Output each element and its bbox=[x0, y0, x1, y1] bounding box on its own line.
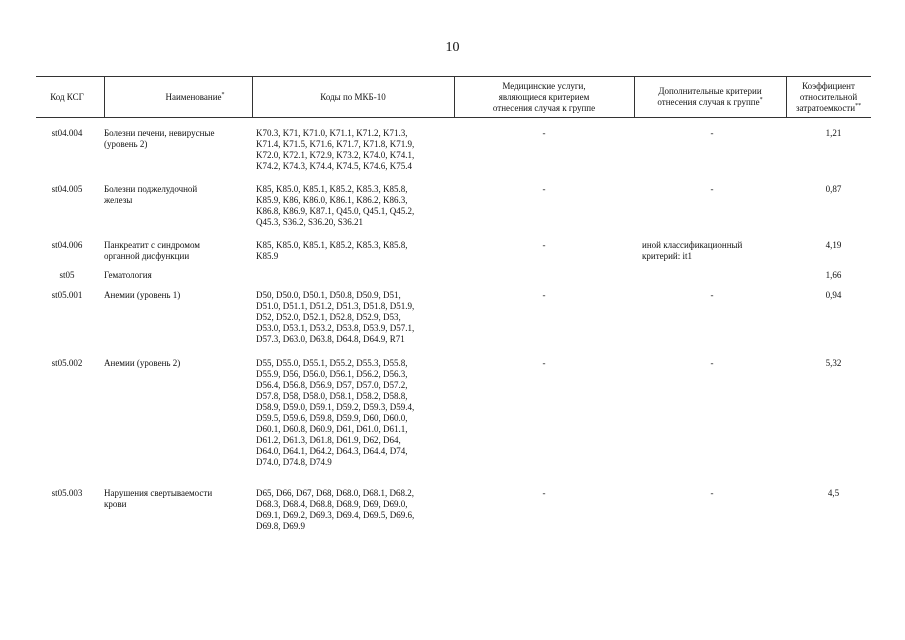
row-name: Гематология bbox=[104, 270, 152, 280]
row-coefficient: 0,87 bbox=[825, 184, 842, 194]
row-coefficient: 4,5 bbox=[827, 488, 840, 498]
row-code: st05.003 bbox=[51, 488, 83, 498]
row-coefficient: 1,21 bbox=[825, 128, 842, 138]
row-criteria: - bbox=[710, 488, 714, 498]
row-code: st04.004 bbox=[51, 128, 83, 138]
row-services: - bbox=[542, 184, 546, 194]
row-criteria: - bbox=[710, 290, 714, 300]
row-name: Нарушения свертываемости крови bbox=[104, 488, 213, 509]
row-icd-codes: D50, D50.0, D50.1, D50.8, D50.9, D51, D51.0, D51.1, D51.2, D51.3, D51.8, D51.9, D52, D52.0, D52.1, D52.8, D52.9, D53, D53.0, D53.1, D53.2, D53.8, D53.9, D57.1, D57.3, D63.0, D63.8, D64.8, D64.9, R71 bbox=[256, 290, 415, 344]
row-coefficient: 5,32 bbox=[825, 358, 842, 368]
row-code: st04.005 bbox=[51, 184, 83, 194]
header-coef bbox=[786, 77, 871, 117]
row-services: - bbox=[542, 358, 546, 368]
row-icd-codes: D55, D55.0, D55.1, D55.2, D55.3, D55.8, D55.9, D56, D56.0, D56.1, D56.2, D56.3, D56.4, D56.8, D56.9, D57, D57.0, D57.2, D57.8, D58, D58.0, D58.1, D58.2, D58.8, D58.9, D59.0, D59.1, D59.2, D59.3, D59.4, D59.5, D59.6, D59.8, D59.9, D60, D60.0, D60.1, D60.8, D60.9, D61, D61.0, D61.1, D61.2, D61.3, D61.8, D61.9, D62, D64, D64.0, D64.1, D64.2, D64.3, D64.4, D74, D74.0, D74.8, D74.9 bbox=[256, 358, 415, 467]
header-services-label: Медицинские услуги, являющиеся критерием отнесения случая к группе bbox=[492, 80, 596, 113]
row-code: st05 bbox=[59, 270, 75, 280]
page-number: 10 bbox=[445, 40, 460, 55]
row-services: - bbox=[542, 488, 546, 498]
header-criteria bbox=[634, 77, 786, 117]
row-coefficient: 4,19 bbox=[825, 240, 842, 250]
row-icd-codes: K85, K85.0, K85.1, K85.2, K85.3, K85.8, K85.9 bbox=[256, 240, 408, 261]
row-criteria: - bbox=[710, 184, 714, 194]
row-services: - bbox=[542, 290, 546, 300]
header-icd-label: Коды по МКБ-10 bbox=[320, 91, 386, 102]
header-coef-label: Коэффициент относительной затратоемкости** bbox=[795, 80, 862, 113]
row-name: Панкреатит с синдромом органной дисфункции bbox=[104, 240, 200, 261]
row-name: Болезни печени, невирусные (уровень 2) bbox=[104, 128, 215, 149]
row-coefficient: 1,66 bbox=[825, 270, 842, 280]
row-icd-codes: K85, K85.0, K85.1, K85.2, K85.3, K85.8, K85.9, K86, K86.0, K86.1, K86.2, K86.3, K86.8, K86.9, K87.1, Q45.0, Q45.1, Q45.2, Q45.3, S36.2, S36.20, S36.21 bbox=[256, 184, 415, 227]
row-name: Болезни поджелудочной железы bbox=[104, 184, 198, 205]
row-icd-codes: K70.3, K71, K71.0, K71.1, K71.2, K71.3, K71.4, K71.5, K71.6, K71.7, K71.8, K71.9, K72.0, K72.1, K72.9, K73.2, K74.0, K74.1, K74.2, K74.3, K74.4, K74.5, K74.6, K75.4 bbox=[256, 128, 415, 171]
row-code: st05.001 bbox=[51, 290, 83, 300]
row-criteria: - bbox=[710, 358, 714, 368]
row-code: st05.002 bbox=[51, 358, 83, 368]
row-name: Анемии (уровень 2) bbox=[104, 358, 181, 368]
row-services: - bbox=[542, 240, 546, 250]
header-name-label: Наименование* bbox=[165, 91, 225, 102]
table-header bbox=[36, 76, 871, 118]
header-services bbox=[454, 77, 634, 117]
header-icd bbox=[252, 77, 454, 117]
row-code: st04.006 bbox=[51, 240, 83, 250]
row-name: Анемии (уровень 1) bbox=[104, 290, 181, 300]
row-coefficient: 0,94 bbox=[825, 290, 842, 300]
row-icd-codes: D65, D66, D67, D68, D68.0, D68.1, D68.2, D68.3, D68.4, D68.8, D68.9, D69, D69.0, D69.1, D69.2, D69.3, D69.4, D69.5, D69.6, D69.8, D69.9 bbox=[256, 488, 415, 531]
row-services: - bbox=[542, 128, 546, 138]
row-criteria: иной классификационный критерий: it1 bbox=[642, 240, 743, 261]
header-code bbox=[36, 77, 98, 117]
header-criteria-label: Дополнительные критерии отнесения случая к группе* bbox=[657, 86, 763, 107]
header-code-label: Код КСГ bbox=[50, 91, 84, 102]
row-criteria: - bbox=[710, 128, 714, 138]
